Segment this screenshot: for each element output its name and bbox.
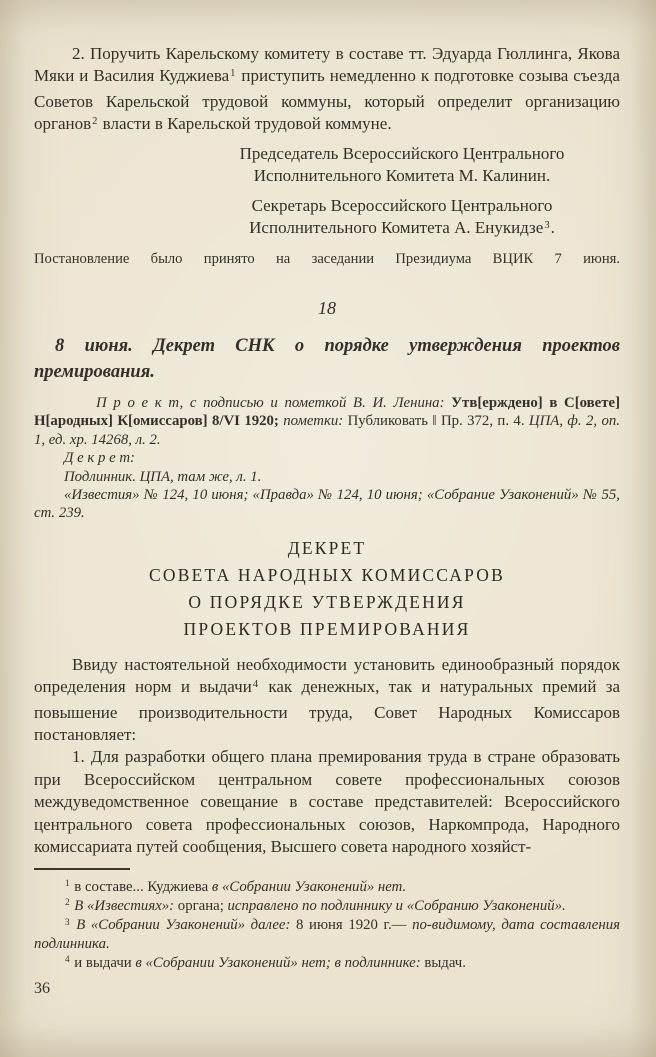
signature-secretary-line1: Секретарь Всероссийского Центрального	[251, 195, 553, 215]
resolution-note: Постановление было принято на заседании Президиума ВЦИК 7 июня.	[34, 251, 620, 267]
footnote-divider	[34, 868, 130, 870]
decree-body	[34, 654, 620, 859]
decree-body-paragraph-1: Ввиду настоятельной необходимости установить единообразный порядок определения норм и выдачи$^4$ как денежных, так и натуральных премий за повышение производительности труда, Совет Народных Комиссаров постановляет:	[34, 654, 620, 745]
signature-secretary-line2: Исполнительного Комитета А. Енукидзе$^3$.	[249, 218, 555, 238]
footnote-1: $^1$ в составе... Куджиева в «Собрании Узаконений» нет.	[65, 877, 407, 895]
source-note-project: П р о е к т, с подписью и пометкой В. И. Ленина: Утв[ерждено] в С[овете] Н[ародных] К[омиссаров] 8/VI 1920; пометки: Публиковать ‖ Пр. 372, п. 4. ЦПА, ф. 2, оп. 1, ед. хр. 14268, л. 2.	[34, 395, 621, 448]
signature-block	[184, 143, 620, 243]
page-number: 36	[34, 979, 50, 997]
intro-paragraph: 2. Поручить Карельскому комитету в составе тт. Эдуарда Гюллинга, Якова Мяки и Василия Куджиева$^1$ приступить немедленно к подготовке созыва съезда Советов Карельской трудовой коммуны, который определит организацию органов$^2$ власти в Карельской трудовой коммуне.	[34, 44, 620, 134]
source-note-original: Подлинник. ЦПА, там же, л. 1.	[64, 468, 262, 485]
source-note-publications: «Известия» № 124, 10 июня; «Правда» № 124, 10 июня; «Собрание Узаконений» № 55, ст. 239.	[34, 487, 620, 522]
source-note-decree: Д е к р е т:	[64, 450, 135, 467]
decree-heading	[34, 535, 620, 643]
footnote-2: $^2$ В «Известиях»: органа; исправлено по подлиннику и «Собранию Узаконений».	[65, 897, 566, 914]
decree-heading-line-3: О ПОРЯДКЕ УТВЕРЖДЕНИЯ	[188, 591, 466, 612]
source-note	[34, 394, 620, 523]
section-heading: 8 июня. Декрет СНК о порядке утверждения проектов премирования.	[34, 336, 620, 382]
signature-chairman-line2: Исполнительного Комитета М. Калинин.	[253, 166, 551, 186]
signature-chairman	[184, 143, 620, 188]
decree-heading-line-1: ДЕКРЕТ	[287, 537, 367, 558]
signature-secretary	[184, 195, 620, 243]
section-number: 18	[318, 298, 336, 318]
signature-chairman-line1: Председатель Всероссийского Центрального	[239, 143, 565, 163]
footnote-3: $^3$ В «Собрании Узаконений» далее: 8 июня 1920 г.— по-видимому, дата составления подлинника.	[34, 916, 620, 953]
decree-heading-line-2: СОВЕТА НАРОДНЫХ КОМИССАРОВ	[149, 564, 505, 585]
footnote-4: $^4$ и выдачи в «Собрании Узаконений» нет; в подлиннике: выдач.	[65, 954, 466, 971]
decree-heading-line-4: ПРОЕКТОВ ПРЕМИРОВАНИЯ	[183, 618, 471, 639]
decree-body-paragraph-2: 1. Для разработки общего плана премирования труда в стране образовать при Всероссийском центральном совете профессиональных союзов междуведомственное совещание в составе представителей: Всероссийского центрального совета профессиональных союзов, Наркомпрода, Народного комиссариата путей сообщения, Высшего совета народного хозяйст-	[34, 747, 620, 857]
footnotes	[34, 878, 620, 973]
